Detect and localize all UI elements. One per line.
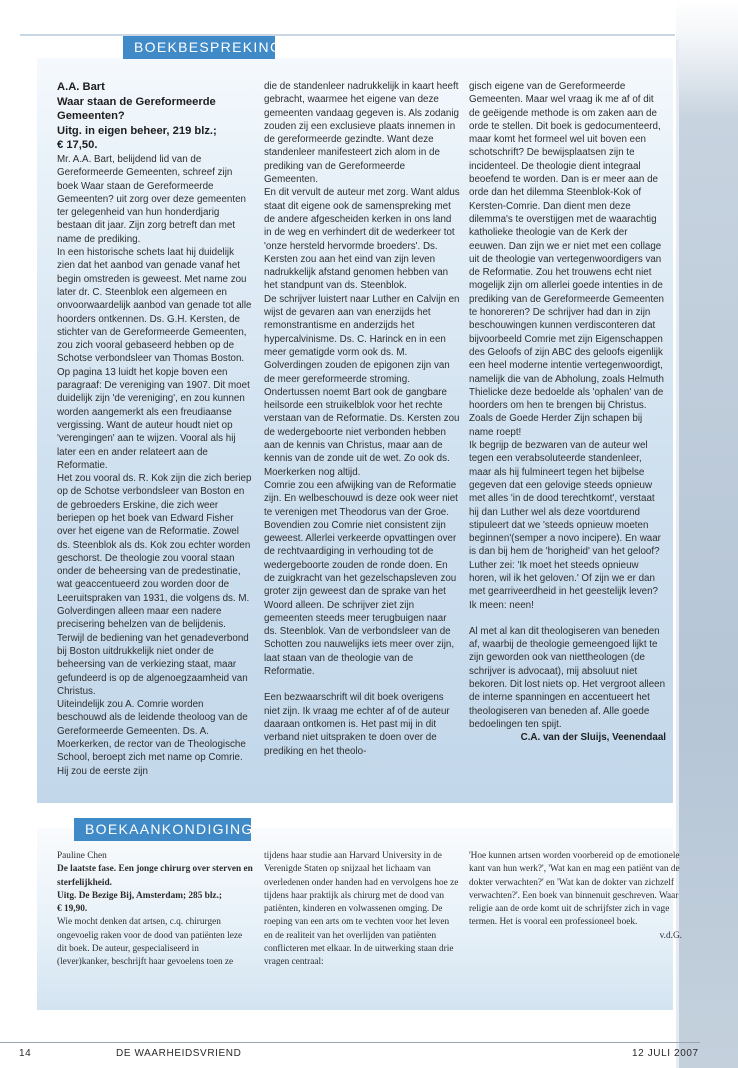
review-paragraph: Comrie zou een afwijking van de Reformatie zijn. En welbeschouwd is deze ook weer niet te verenigen met Theodorus van der Groe. Bovendien zou Comrie niet consistent zijn geweest. Allerlei verkeerde opvattingen over de rechtvaardiging in verhouding tot de wedergeboorte zouden de ronde doen. En de zuigkracht van het gezelschapsleven zou groter zijn geweest dan de sprake van het Woord alleen. De schrijver ziet zijn gemeenten steeds meer terugbuigen naar ds. Steenblok. Van de verbondsleer van de Schotten zou nauwelijks iets meer over zijn, laat staan van de theologie van de Reformatie. [264,479,458,678]
announcement-paragraph: tijdens haar studie aan Harvard University in de Verenigde Staten op snijzaal het lichaam van overledenen onder handen had en vervolgens hoe ze tijdens haar praktijk als chirurg met de dood van patiënten, kinderen en volwassenen omging. De roeping van een arts om te vechten voor het leven en de realiteit van het overlijden van patiënten conflicteren met elkaar. In de uitwerking staan drie vragen centraal: [264,851,459,968]
review-price: € 17,50. [57,139,98,152]
announcement-column-3 [469,850,682,943]
review-paragraph: gisch eigene van de Gereformeerde Gemeenten. Maar wel vraag ik me af of dit de geëigende methode is om zaken aan de orde te stellen. Dit boek is gedocumenteerd, maar komt het formeel wel uit boven een schotschrift? De bewijsplaatsen zijn te incidenteel. De theologie dient integraal beoefend te worden. Dan is er meer aan de orde dan het dilemma Steenblok-Kok of Kersten-Comrie. Dan dient men deze dilemma's te overstijgen met de waarachtig katholieke theologie van de Kerk der eeuwen. Dan zijn we er niet met een collage uit de theologie van vertegenwoordigers van de Reformatie. Zou het trouwens echt niet mogelijk zijn om allerlei goede intenties in de prediking van de Gereformeerde Gemeenten te honoreren? De schrijver had dan in zijn beschouwingen kunnen verdisconteren dat bijvoorbeeld Comrie met zijn Eigenschappen des Geloofs of zijn ABC des geloofs eigenlijk een heel moderne intentie vertegenwoordigt, namelijk die van de Abholung, zoals Helmuth Thielicke deze bedoelde als 'ophalen' van de hoorders om hen te brengen bij Christus. Zoals de Goede Herder Zijn schapen bij name roept! [469,81,664,438]
announcement-column-1 [57,850,253,970]
review-paragraph: En dit vervult de auteur met zorg. Want aldus staat dit eigene ook de samenspreking met de andere afgescheiden kerken in ons land in de weg en verhindert dit de wederkeer tot 'onze hersteld hervormde broeders'. Ds. Kersten zou aan het eind van zijn leven nadrukkelijk afstand genomen hebben van het standpunt van ds. Steenblok. [264,187,460,292]
review-paragraph: Uiteindelijk zou A. Comrie worden beschouwd als de leidende theoloog van de Gereformeerde Gemeenten. Ds. A. Moerkerken, de rector van de Theologische School, beroept zich met name op Comrie. Hij zou de eerste zijn [57,699,248,777]
review-section-header: BOEKBESPREKING [123,36,275,59]
review-column-1 [57,80,253,778]
review-author: A.A. Bart [57,81,105,93]
review-paragraph: Op pagina 13 luidt het kopje boven een paragraaf: De vereniging van 1907. Dit moet duidelijk zijn 'de vereniging', en zou kunnen worden aangemerkt als een freudiaanse vergissing. Want de auteur houdt niet op 'verengingen' aan te wijzen. Vooral als hij later een en ander relateert aan de Reformatie. [57,366,250,471]
review-signature: C.A. van der Sluijs, Veenendaal [520,732,666,744]
footer-rule [0,1042,700,1043]
review-paragraph: Al met al kan dit theologiseren van beneden af, waarbij de theologie gemeengoed lijkt te zijn geworden ook van niettheologen (de schrijver is advocaat), mij absoluut niet bekoren. Dit lost niets op. Het vergroot alleen de interne spanningen en accentueert het theologiseren van beneden af. Alle goede bedoelingen ten spijt. [469,625,666,730]
review-paragraph: Het zou vooral ds. R. Kok zijn die zich beriep op de Schotse verbondsleer van Boston en de gebroeders Erskine, die zich weer beriepen op het boek van Edward Fisher over het eigene van de Reformatie. Zowel ds. Steenblok als ds. Kok zou echter worden geschorst. De theologie zou vooral staan onder de beheersing van de predestinatie, wat geaccentueerd zou worden door de Leeruitspraken van 1931, die volgens ds. M. Golverdingen alleen maar een nadere precisering behelzen van de belijdenis. Terwijl de bediening van het genadeverbond bij Boston uitdrukkelijk niet onder de beheersing van de verkiezing staat, maar gefundeerd is op de algenoegzaamheid van Christus. [57,473,252,697]
review-paragraph: Ik begrijp de bezwaren van de auteur wel tegen een verabsoluteerde standenleer, maar als hij fulmineert tegen het bijbelse gegeven dat een gelovige steeds opnieuw met alles 'in de dood terechtkomt', verstaat hij dan Luther wel als deze voortdurend stipuleert dat we 'steeds opnieuw moeten beginnen'(semper a novo incipere). En waar is dan bij hem de 'horigheid' van het geloof? Luther zei: 'Ik moet het steeds opnieuw horen, wil ik het geloven.' Of zijn we er dan met gearriveerdheid in het geestelijk leven? Ik meen: neen! [469,440,661,611]
announcement-signature: v.d.G. [659,930,682,941]
review-paragraph: In een historische schets laat hij duidelijk zien dat het aanbod van genade vanaf het begin omstreden is geweest. Met name zou later dr. C. Steenblok een algemeen en onvoorwaardelijk aanbod van genade tot alle hoorders ontkennen. Ds. G.H. Kersten, de stichter van de Gereformeerde Gemeenten, zou zich vooral gebaseerd hebben op de Schotse verbondsleer van Thomas Boston. [57,247,252,365]
review-paragraph: Mr. A.A. Bart, belijdend lid van de Gereformeerde Gemeenten, schreef zijn boek Waar staan de Gereformeerde Gemeenten? uit zorg over deze gemeenten ter gelegenheid van hun honderdjarig bestaan dit jaar. Zijn zorg betreft dan met name de prediking. [57,153,246,245]
announcement-paragraph: Wie mocht denken dat artsen, c.q. chirurgen ongevoelig raken voor de dood van patiënten leze dit boek. De auteur, gespecialiseerd in (lever)kanker, beschrijft haar gevoelens toen ze [57,917,243,968]
paragraph-gap [264,678,460,691]
announcement-column-2 [264,850,460,970]
magazine-name: DE WAARHEIDSVRIEND [116,1048,242,1059]
review-publisher: Uitg. in eigen beheer, 219 blz.; [57,124,217,137]
review-paragraph: Een bezwaarschrift wil dit boek overigens niet zijn. Ik vraag me echter af of de auteur daaraan ontkomen is. Het past mij in dit verband niet uitspraken te doen over de prediking en het theolo- [264,692,450,757]
announcement-publisher: Uitg. De Bezige Bij, Amsterdam; 285 blz.; [57,890,222,901]
announcement-section-header: BOEKAANKONDIGING [74,818,251,841]
announcement-paragraph: 'Hoe kunnen artsen worden voorbereid op de emotionele kant van hun werk?', 'Wat kan en mag een patiënt van de dokter verwachten?' en 'Wat kan de dokter van zichzelf verwachten?'. Een boek van binnenuit geschreven. Waar religie aan de orde komt uit de schrijfster zich in vage termen. Het is vooral een professioneel boek. [469,851,680,928]
review-paragraph: die de standenleer nadrukkelijk in kaart heeft gebracht, waarmee het eigene van deze gemeenten vandaag gegeven is. Als zodanig zouden zij een exclusieve plaats innemen in de gereformeerde gezindte. Want deze standenleer manifesteert zich alom in de prediking van de Gereformeerde Gemeenten. [264,81,459,186]
top-rule [20,34,675,36]
announcement-author: Pauline Chen [57,851,107,861]
issue-date: 12 JULI 2007 [632,1048,699,1059]
announcement-price: € 19,90. [57,904,88,915]
page-number: 14 [19,1048,32,1059]
paragraph-gap [469,612,666,625]
announcement-book-title: De laatste fase. Een jonge chirurg over sterven en sterfelijkheid. [57,864,253,888]
review-paragraph: De schrijver luistert naar Luther en Calvijn en wijst de gevaren aan van enerzijds het remonstrantisme en anderzijds het hypercalvinisme. Ds. C. Harinck en in een meer gematigde vorm ook ds. M. Golverdingen zouden de epigonen zijn van de meer gereformeerde stroming. Ondertussen noemt Bart ook de gangbare heilsorde een struikelblok voor het rechte verstaan van de Reformatie. Ds. Kersten zou de wedergeboorte niet verbonden hebben aan de kennis van Christus, maar aan de kennis van de zonde uit de wet. Zo ook ds. Moerkerken nog altijd. [264,293,460,478]
review-column-3 [469,80,666,745]
side-color-band [676,0,738,1068]
review-book-title: Waar staan de Gereformeerde Gemeenten? [57,95,216,123]
review-column-2 [264,80,460,758]
